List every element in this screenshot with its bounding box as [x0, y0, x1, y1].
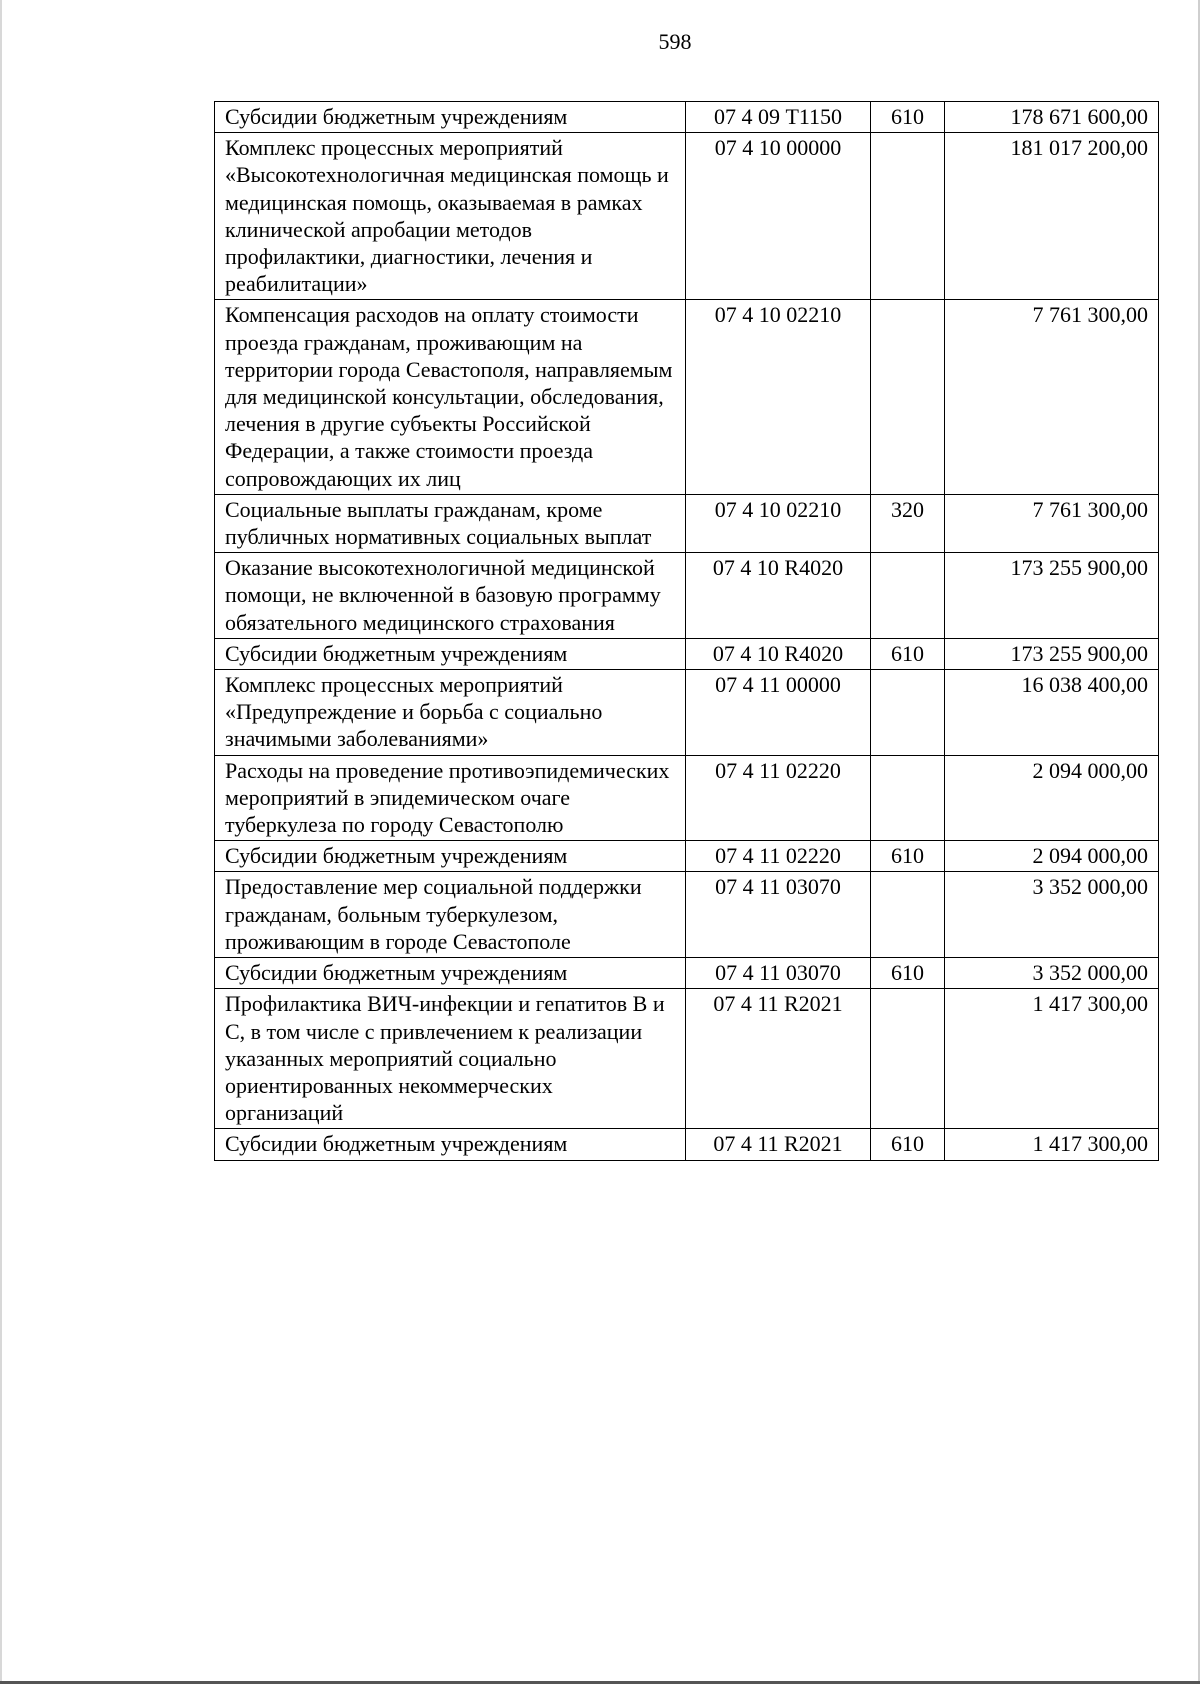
table-row	[215, 872, 1159, 958]
table-row	[215, 755, 1159, 841]
row-code: 07 4 11 03070	[686, 872, 871, 958]
row-sum: 3 352 000,00	[945, 872, 1159, 958]
row-code: 07 4 10 00000	[686, 133, 871, 300]
row-kvr	[871, 553, 945, 639]
row-name: Субсидии бюджетным учреждениям	[215, 638, 686, 669]
row-kvr: 610	[871, 102, 945, 133]
row-kvr: 610	[871, 1129, 945, 1160]
row-kvr	[871, 989, 945, 1129]
table-row	[215, 670, 1159, 756]
row-code: 07 4 11 03070	[686, 958, 871, 989]
row-kvr	[871, 300, 945, 494]
row-name: Субсидии бюджетным учреждениям	[215, 841, 686, 872]
row-sum: 7 761 300,00	[945, 494, 1159, 552]
row-name: Компенсация расходов на оплату стоимости проезда гражданам, проживающим на территории города Севастополя, направляемым для медицинской консультации, обследования, лечения в другие субъекты Российской Федерации, а также стоимости проезда сопровождающих их лиц	[215, 300, 686, 494]
row-name: Субсидии бюджетным учреждениям	[215, 102, 686, 133]
row-name: Предоставление мер социальной поддержки гражданам, больным туберкулезом, проживающим в городе Севастополе	[215, 872, 686, 958]
row-name: Комплекс процессных мероприятий «Высокотехнологичная медицинская помощь и медицинская помощь, оказываемая в рамках клинической апробации методов профилактики, диагностики, лечения и реабилитации»	[215, 133, 686, 300]
row-kvr: 610	[871, 958, 945, 989]
table-row	[215, 553, 1159, 639]
row-name: Субсидии бюджетным учреждениям	[215, 1129, 686, 1160]
row-code: 07 4 10 R4020	[686, 638, 871, 669]
table-row	[215, 989, 1159, 1129]
row-kvr	[871, 670, 945, 756]
row-sum: 173 255 900,00	[945, 638, 1159, 669]
row-name: Профилактика ВИЧ-инфекции и гепатитов В и С, в том числе с привлечением к реализации указанных мероприятий социально ориентированных некоммерческих организаций	[215, 989, 686, 1129]
row-sum: 1 417 300,00	[945, 1129, 1159, 1160]
row-code: 07 4 10 02210	[686, 494, 871, 552]
row-name: Социальные выплаты гражданам, кроме публичных нормативных социальных выплат	[215, 494, 686, 552]
budget-table	[214, 101, 1159, 1161]
row-sum: 181 017 200,00	[945, 133, 1159, 300]
row-sum: 3 352 000,00	[945, 958, 1159, 989]
row-sum: 2 094 000,00	[945, 841, 1159, 872]
page-number: 598	[658, 29, 692, 54]
row-kvr: 610	[871, 841, 945, 872]
row-code: 07 4 11 R2021	[686, 989, 871, 1129]
table-row	[215, 300, 1159, 494]
row-kvr	[871, 755, 945, 841]
scan-edge-left	[0, 0, 2, 1684]
row-name: Расходы на проведение противоэпидемических мероприятий в эпидемическом очаге туберкулеза по городу Севастополю	[215, 755, 686, 841]
table-row	[215, 958, 1159, 989]
row-sum: 1 417 300,00	[945, 989, 1159, 1129]
row-name: Оказание высокотехнологичной медицинской помощи, не включенной в базовую программу обязательного медицинского страхования	[215, 553, 686, 639]
row-code: 07 4 10 02210	[686, 300, 871, 494]
table-row	[215, 102, 1159, 133]
table-row	[215, 1129, 1159, 1160]
row-code: 07 4 11 02220	[686, 755, 871, 841]
row-kvr	[871, 133, 945, 300]
row-name: Субсидии бюджетным учреждениям	[215, 958, 686, 989]
row-name: Комплекс процессных мероприятий «Предупреждение и борьба с социально значимыми заболеваниями»	[215, 670, 686, 756]
row-sum: 2 094 000,00	[945, 755, 1159, 841]
row-sum: 7 761 300,00	[945, 300, 1159, 494]
table-row	[215, 133, 1159, 300]
row-code: 07 4 09 Т1150	[686, 102, 871, 133]
row-kvr: 610	[871, 638, 945, 669]
table-row	[215, 638, 1159, 669]
row-code: 07 4 11 R2021	[686, 1129, 871, 1160]
row-kvr: 320	[871, 494, 945, 552]
row-sum: 178 671 600,00	[945, 102, 1159, 133]
row-code: 07 4 10 R4020	[686, 553, 871, 639]
row-kvr	[871, 872, 945, 958]
row-sum: 173 255 900,00	[945, 553, 1159, 639]
row-sum: 16 038 400,00	[945, 670, 1159, 756]
table-row	[215, 841, 1159, 872]
table-row	[215, 494, 1159, 552]
row-code: 07 4 11 02220	[686, 841, 871, 872]
row-code: 07 4 11 00000	[686, 670, 871, 756]
